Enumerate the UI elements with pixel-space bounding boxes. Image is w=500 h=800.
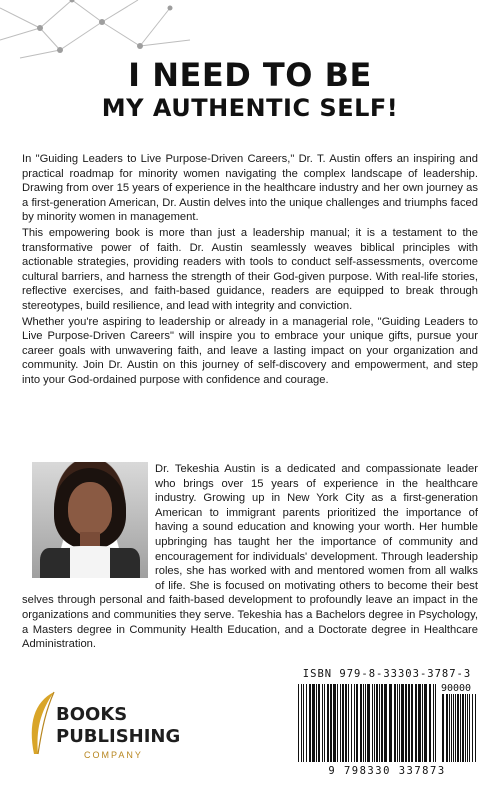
- barcode-number: 9 798330 337873: [328, 765, 446, 777]
- feather-quill-icon: [24, 690, 64, 760]
- publisher-logo: [24, 690, 184, 770]
- title-line-1: I NEED TO BE: [128, 56, 372, 94]
- blurb-paragraph: Whether you're aspiring to leadership or already in a managerial role, "Guiding Leaders to Live Purpose-Driven Careers" will inspire you to embrace your unique gifts, pursue your career goals with unwavering faith, and leave a lasting impact on your organization and community. Join Dr. Austin on this journey of self-discovery and empowerment, and step into your God-ordained purpose with confidence and courage.: [22, 315, 478, 386]
- blurb-paragraph: This empowering book is more than just a leadership manual; it is a testament to the transformative power of faith. Dr. Austin seamlessly weaves biblical principles with actionable strategies, providing readers with tools to conduct self-assessments, overcome cultural barriers, and harness the strength of their God-given purpose. With real-life stories, reflective exercises, and faith-based guidance, readers are equipped to break through stereotypes, build resilience, and lead with integrity and conviction.: [22, 226, 478, 312]
- isbn-barcode: [296, 668, 478, 780]
- author-bio-text: Dr. Tekeshia Austin is a dedicated and compassionate leader who brings over 15 years of experience in the healthcare industry. Growing up in New York City as a first-generation American to immigrant parents prioritized the importance of having a sound education and knowing your worth. Her humble upbringing has taught her the importance of community and encouragement for individuals' development. Through leadership roles, she has worked with and mentored women from all walks of life. She is focused on motivating others to become their best selves through personal and faith-based development to profoundly leave an impact in the organizations and communities they serve. Tekeshia has a Bachelors degree in Psychology, a Masters degree in Community Health Education, and a Doctorate degree in Healthcare Administration.: [22, 463, 478, 651]
- blurb-paragraph: In "Guiding Leaders to Live Purpose-Driven Careers," Dr. T. Austin offers an inspiring and practical roadmap for minority women navigating the complex landscape of leadership. Drawing from over 15 years of experience in the healthcare industry and her own journey as a first-generation American, Dr. Austin delves into the unique challenges and triumphs faced by minority women in management.: [22, 153, 478, 224]
- author-bio: [22, 462, 478, 652]
- publisher-name-line3: COMPANY: [84, 750, 143, 760]
- publisher-name-line1: BOOKS: [56, 704, 128, 725]
- network-lines-icon: [0, 0, 200, 60]
- isbn-label: ISBN 979-8-33303-3787-3: [302, 668, 472, 680]
- publisher-name-line2: PUBLISHING: [56, 726, 181, 747]
- title-line-2: MY AUTHENTIC SELF!: [101, 94, 399, 122]
- barcode-icon: [296, 682, 478, 764]
- book-blurb: [22, 152, 478, 389]
- price-code: 90000: [440, 683, 472, 694]
